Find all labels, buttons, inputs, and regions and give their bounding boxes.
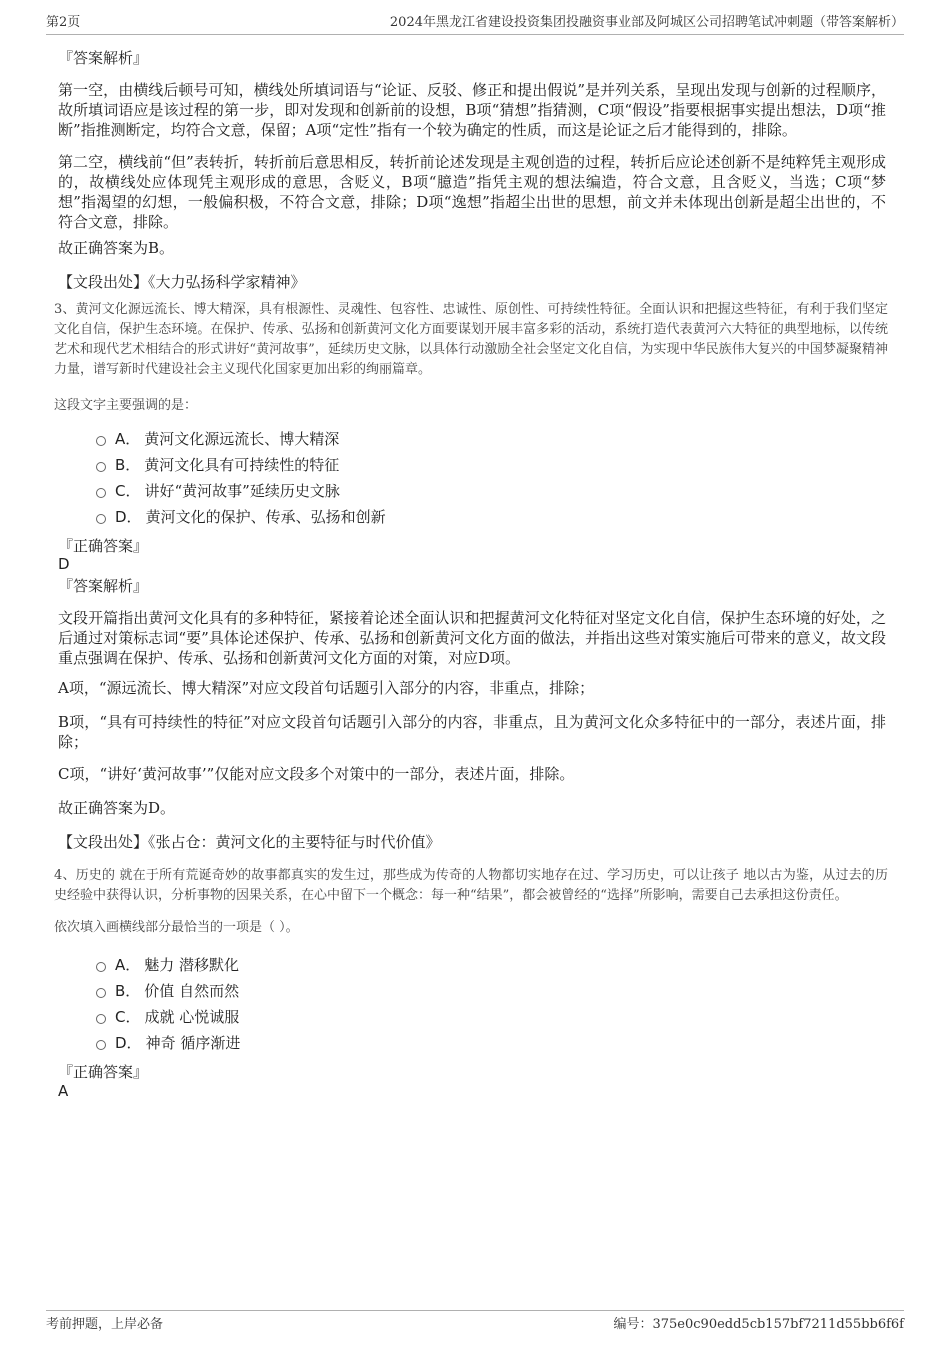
question-passage: 3、黄河文化源远流长、博大精深，具有根源性、灵魂性、包容性、忠诚性、原创性、可持续性特征。全面认识和把握这些特征，有利于我们坚定文化自信，保护生态环境。在保护、传承、弘扬和创新黄河文化方面要谋划开展丰富多彩的活动，系统打造代表黄河六大特征的典型地标，以传统艺术和现代艺术相结合的形式讲好“黄河故事”，延续历史文脉，以具体行动激励全社会坚定文化自信，为实现中华民族伟大复兴的中国梦凝聚精神力量，谱写新时代建设社会主义现代化国家更加出彩的绚丽篇章。 (54, 302, 888, 377)
page-footer (46, 1310, 904, 1335)
radio-icon[interactable] (96, 462, 106, 472)
conclusion: 故正确答案为D。 (58, 799, 176, 817)
analysis-paragraph: B项，“具有可持续性的特征”对应文段首句话题引入部分的内容，非重点，且为黄河文化众多特征中的一部分，表述片面，排除； (58, 713, 886, 751)
document-title: 2024年黑龙江省建设投资集团投融资事业部及阿城区公司招聘笔试冲刺题（带答案解析） (389, 15, 904, 30)
radio-icon[interactable] (96, 962, 106, 972)
option-a[interactable]: A． 黄河文化源远流长、博大精深 (96, 428, 339, 450)
footer-slogan: 考前押题，上岸必备 (46, 1317, 164, 1332)
option-d[interactable]: D． 黄河文化的保护、传承、弘扬和创新 (96, 506, 386, 528)
question-stem: 依次填入画横线部分最恰当的一项是（ ）。 (54, 920, 299, 935)
document-code: 编号：375e0c90edd5cb157bf7211d55bb6f6f (613, 1317, 904, 1332)
question-passage: 4、历史的 就在于所有荒诞奇妙的故事都真实的发生过，那些成为传奇的人物都切实地存在过、学习历史，可以让孩子 地以古为鉴，从过去的历史经验中获得认识，分析事物的因果关系，在心中留下一个概念：每一种“结果”，都会被曾经的“选择”所影响，需要自己去承担这份责任。 (54, 868, 888, 903)
analysis-label: 『答案解析』 (58, 49, 149, 67)
correct-answer-label: 『正确答案』 (58, 1063, 149, 1081)
analysis-paragraph: C项，“讲好‘黄河故事’”仅能对应文段多个对策中的一部分，表述片面，排除。 (58, 765, 575, 783)
correct-answer: D (58, 555, 70, 573)
option-c[interactable]: C． 讲好“黄河故事”延续历史文脉 (96, 480, 340, 502)
page-header (46, 14, 904, 35)
analysis-paragraph: A项，“源远流长、博大精深”对应文段首句话题引入部分的内容，非重点，排除； (58, 679, 595, 697)
radio-icon[interactable] (96, 436, 106, 446)
question-stem: 这段文字主要强调的是： (54, 398, 198, 413)
correct-answer-label: 『正确答案』 (58, 537, 149, 555)
radio-icon[interactable] (96, 1040, 106, 1050)
correct-answer: A (58, 1082, 69, 1100)
option-a[interactable]: A． 魅力 潜移默化 (96, 954, 239, 976)
analysis-paragraph: 文段开篇指出黄河文化具有的多种特征，紧接着论述全面认识和把握黄河文化特征对坚定文化自信，保护生态环境的好处，之后通过对策标志词“要”具体论述保护、传承、弘扬和创新黄河文化方面的做法，并指出这些对策实施后可带来的意义，故文段重点强调在保护、传承、弘扬和创新黄河文化方面的对策，对应D项。 (58, 609, 886, 667)
option-c[interactable]: C． 成就 心悦诚服 (96, 1006, 239, 1028)
analysis-paragraph: 第二空，横线前“但”表转折，转折前后意思相反，转折前论述发现是主观创造的过程，转折后应论述创新不是纯粹凭主观形成的，故横线处应体现凭主观形成的意思，含贬义，B项“臆造”指凭主观的想法编造，符合文意，且含贬义，当选；C项“梦想”指渴望的幻想，一般偏积极，不符合文意，排除；D项“逸想”指超尘出世的思想，前文并未体现出创新是超尘出世的，不符合文意，排除。 (58, 153, 886, 231)
page-number: 第2页 (46, 15, 81, 30)
conclusion: 故正确答案为B。 (58, 239, 175, 257)
analysis-label: 『答案解析』 (58, 577, 149, 595)
radio-icon[interactable] (96, 1014, 106, 1024)
radio-icon[interactable] (96, 514, 106, 524)
radio-icon[interactable] (96, 988, 106, 998)
radio-icon[interactable] (96, 488, 106, 498)
passage-source: 【文段出处】《张占仓：黄河文化的主要特征与时代价值》 (58, 833, 441, 851)
option-b[interactable]: B． 黄河文化具有可持续性的特征 (96, 454, 339, 476)
option-b[interactable]: B． 价值 自然而然 (96, 980, 239, 1002)
passage-source: 【文段出处】《大力弘扬科学家精神》 (58, 273, 306, 291)
analysis-paragraph: 第一空，由横线后顿号可知，横线处所填词语与“论证、反驳、修正和提出假说”是并列关系，呈现出发现与创新的过程顺序，故所填词语应是该过程的第一步，即对发现和创新前的设想，B项“猜想”指猜测，C项“假设”指要根据事实提出想法，D项“推断”指推测断定，均符合文意，保留；A项“定性”指有一个较为确定的性质，而这是论证之后才能得到的，排除。 (58, 81, 886, 139)
option-d[interactable]: D． 神奇 循序渐进 (96, 1032, 240, 1054)
